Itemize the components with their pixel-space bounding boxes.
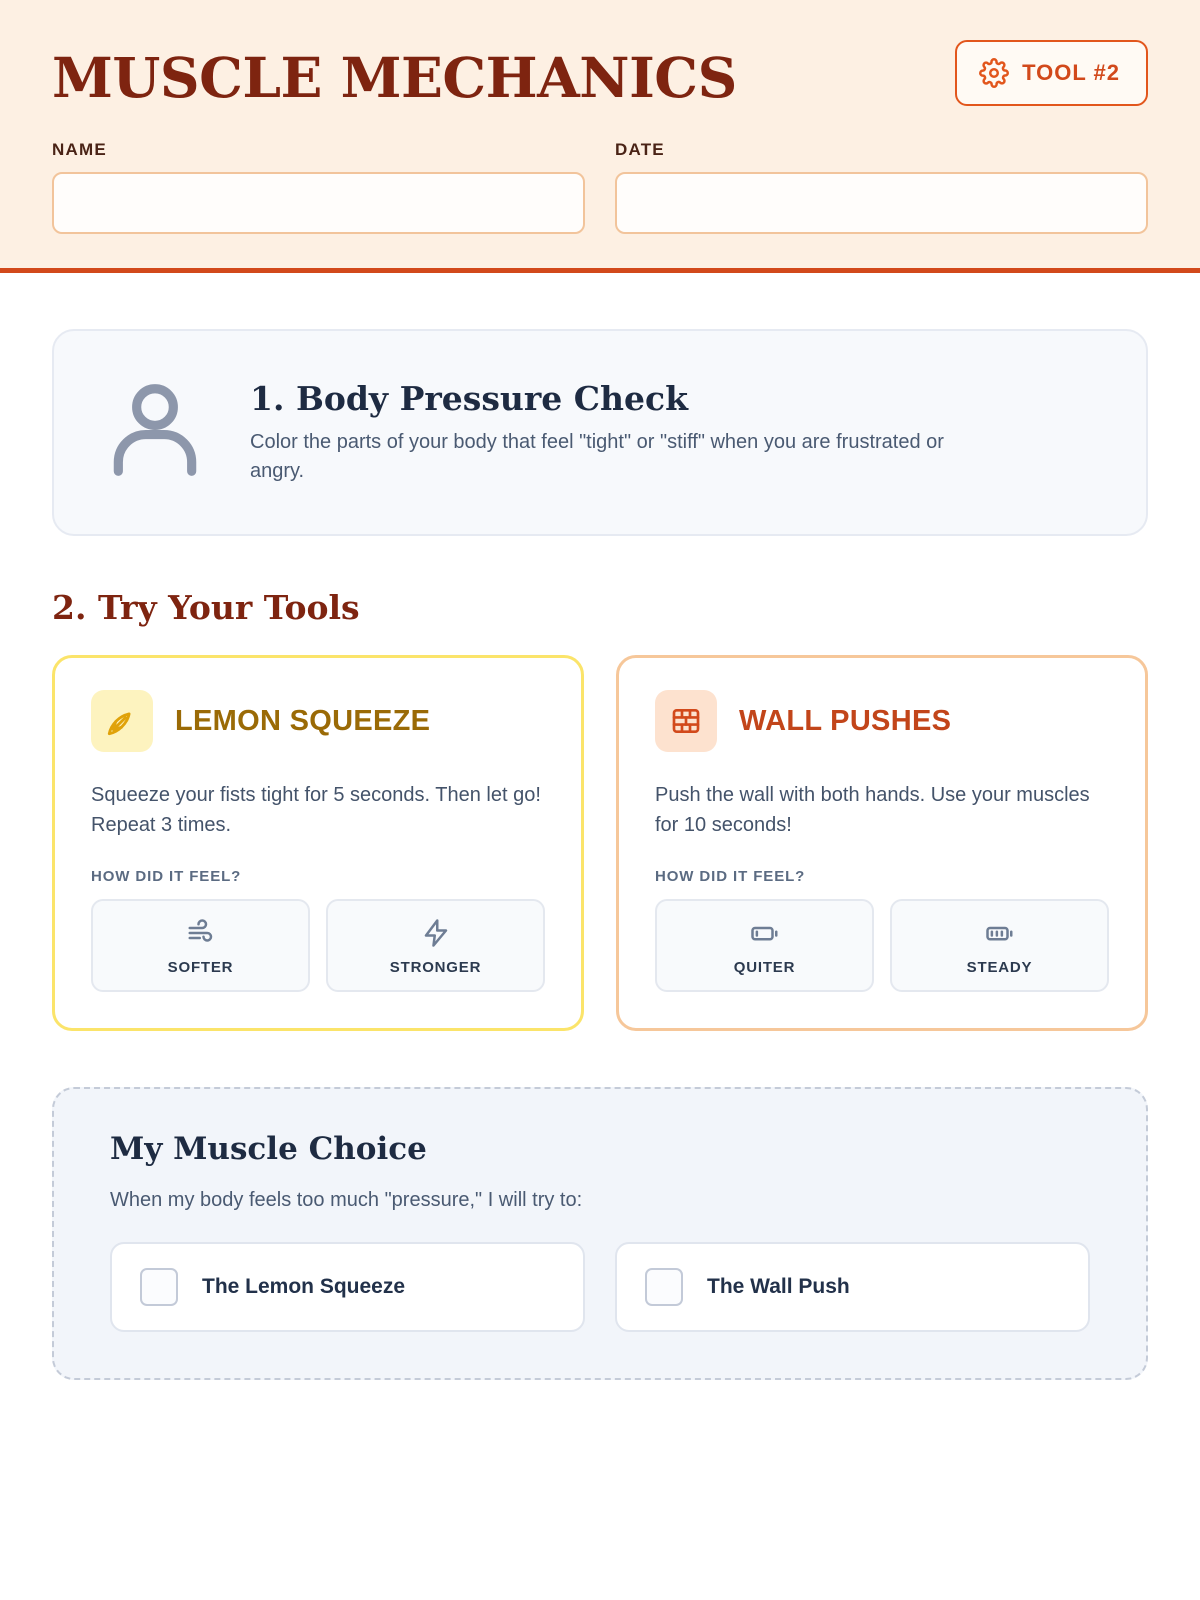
tool-badge[interactable] <box>955 40 1148 106</box>
worksheet-header <box>0 0 1200 273</box>
tools-row <box>52 655 1148 1031</box>
wall-feel-options <box>655 899 1109 992</box>
lemon-icon <box>91 690 153 752</box>
choice-option-wall-push-label: The Wall Push <box>707 1275 850 1298</box>
wall-feel-label: HOW DID IT FEEL? <box>655 868 806 885</box>
wall-tool-name: WALL PUSHES <box>739 704 952 737</box>
section-one-description: Color the parts of your body that feel "tight" or "stiff" when you are frustrated or angry. <box>250 431 944 482</box>
checkbox-lemon-squeeze[interactable] <box>140 1268 178 1306</box>
header-fields <box>52 140 1148 234</box>
name-input[interactable] <box>52 172 585 234</box>
page-title: MUSCLE MECHANICS <box>52 45 737 110</box>
section-two-title: 2. Try Your Tools <box>52 588 360 627</box>
person-icon <box>100 371 210 494</box>
tool-card-lemon-squeeze[interactable] <box>52 655 584 1031</box>
choice-subtitle: When my body feels too much "pressure," I will try to: <box>110 1189 583 1211</box>
battery-low-icon <box>665 919 864 947</box>
tool-badge-label: TOOL #2 <box>1022 60 1120 85</box>
feel-option-softer[interactable] <box>91 899 310 992</box>
choice-option-lemon-squeeze[interactable] <box>110 1242 585 1332</box>
wind-icon <box>101 919 300 947</box>
lemon-feel-label: HOW DID IT FEEL? <box>91 868 242 885</box>
feel-option-softer-label: SOFTER <box>167 959 234 976</box>
feel-option-stronger-label: STRONGER <box>389 959 482 976</box>
feel-option-steady-label: STEADY <box>966 959 1033 976</box>
feel-option-quiter-label: QUITER <box>733 959 796 976</box>
lemon-tool-name: LEMON SQUEEZE <box>175 704 431 737</box>
date-field-group <box>615 140 1148 234</box>
feel-option-quiter[interactable] <box>655 899 874 992</box>
feel-option-steady[interactable] <box>890 899 1109 992</box>
header-top-row <box>52 40 1148 110</box>
wall-card-header <box>655 690 1109 752</box>
date-label: DATE <box>615 140 665 159</box>
choice-option-lemon-squeeze-label: The Lemon Squeeze <box>202 1275 406 1298</box>
choice-options-row <box>110 1242 1090 1332</box>
body-pressure-check-panel <box>52 329 1148 536</box>
gear-icon <box>979 58 1009 88</box>
body-pressure-text-block <box>250 379 950 486</box>
lemon-tool-description: Squeeze your fists tight for 5 seconds. Then let go! Repeat 3 times. <box>91 784 541 836</box>
choice-option-wall-push[interactable] <box>615 1242 1090 1332</box>
battery-full-icon <box>900 919 1099 947</box>
lemon-card-header <box>91 690 545 752</box>
choice-title: My Muscle Choice <box>110 1131 427 1167</box>
bolt-icon <box>336 919 535 947</box>
date-input[interactable] <box>615 172 1148 234</box>
wall-tool-description: Push the wall with both hands. Use your muscles for 10 seconds! <box>655 784 1090 836</box>
name-field-group <box>52 140 585 234</box>
tool-card-wall-pushes[interactable] <box>616 655 1148 1031</box>
checkbox-wall-push[interactable] <box>645 1268 683 1306</box>
name-label: NAME <box>52 140 107 159</box>
brick-wall-icon <box>655 690 717 752</box>
feel-option-stronger[interactable] <box>326 899 545 992</box>
worksheet-body <box>0 273 1200 1380</box>
section-one-title: 1. Body Pressure Check <box>250 379 689 418</box>
my-muscle-choice-panel <box>52 1087 1148 1380</box>
lemon-feel-options <box>91 899 545 992</box>
